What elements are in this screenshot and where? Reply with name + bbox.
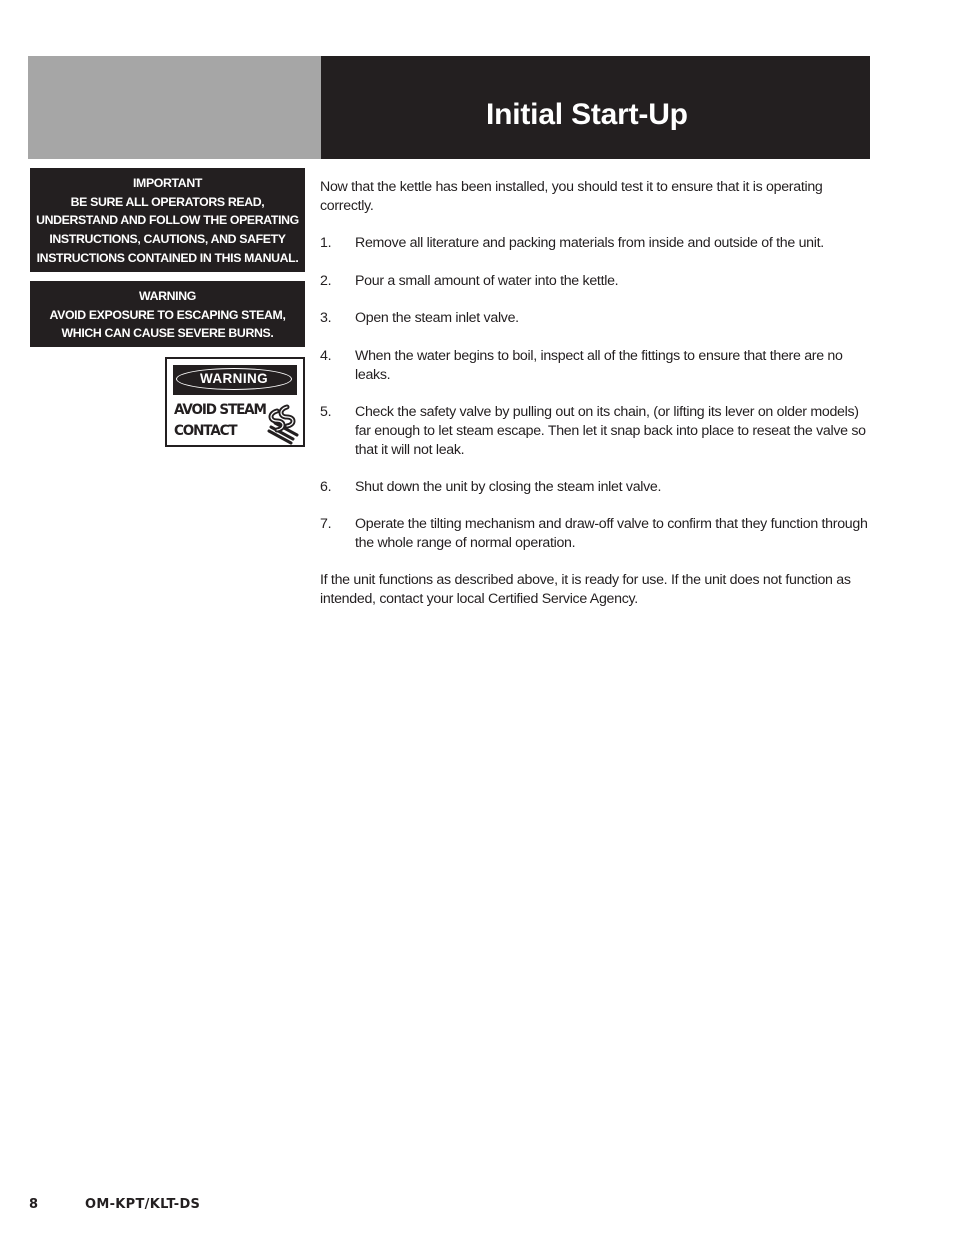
document-id: OM-KPT/KLT-DS <box>85 1197 201 1212</box>
notice-line: UNDERSTAND AND FOLLOW THE OPERATING <box>36 213 299 228</box>
hand-steam-icon <box>263 403 303 445</box>
step-text: Pour a small amount of water into the kettle. <box>355 273 619 289</box>
sign-banner-label: WARNING <box>176 368 292 390</box>
step-number: 3. <box>320 310 332 326</box>
important-notice <box>30 168 305 272</box>
step-number: 6. <box>320 479 332 495</box>
notice-line: INSTRUCTIONS, CAUTIONS, AND SAFETY <box>49 232 286 247</box>
notice-line: WHICH CAN CAUSE SEVERE BURNS. <box>61 326 274 341</box>
intro-paragraph: Now that the kettle has been installed, you should test it to ensure that it is operating correctly. <box>320 179 823 214</box>
step-text: Shut down the unit by closing the steam inlet valve. <box>355 479 662 495</box>
notice-line: WARNING <box>139 289 196 303</box>
step-number: 2. <box>320 273 332 289</box>
notice-line: BE SURE ALL OPERATORS READ, <box>70 194 265 209</box>
step-number: 1. <box>320 235 332 251</box>
sign-line-2: CONTACT <box>174 423 237 439</box>
sign-text <box>174 400 266 442</box>
steam-warning-sign <box>165 357 305 447</box>
sign-line-1: AVOID STEAM <box>174 402 266 418</box>
step-text: Open the steam inlet valve. <box>355 310 519 326</box>
step-text: When the water begins to boil, inspect all of the fittings to ensure that there are no leaks. <box>355 348 843 383</box>
step-text: Check the safety valve by pulling out on its chain, (or lifting its lever on older models) far enough to let steam escape. Then let it snap back into place to reseat the valve so that it will not leak. <box>355 404 866 458</box>
page-title: Initial Start-Up <box>486 98 688 131</box>
notice-line: AVOID EXPOSURE TO ESCAPING STEAM, <box>49 307 286 322</box>
header-gray-band <box>28 56 321 159</box>
page-number: 8 <box>29 1197 39 1212</box>
step-number: 5. <box>320 404 332 420</box>
notice-line: IMPORTANT <box>132 176 203 190</box>
warning-notice <box>30 281 305 347</box>
closing-paragraph: If the unit functions as described above, it is ready for use. If the unit does not function as intended, contact your local Certified Service Agency. <box>320 572 851 607</box>
sign-banner <box>173 365 297 395</box>
step-number: 7. <box>320 516 332 532</box>
step-text: Remove all literature and packing materials from inside and outside of the unit. <box>355 235 824 251</box>
notice-line: INSTRUCTIONS CONTAINED IN THIS MANUAL. <box>36 250 299 265</box>
step-number: 4. <box>320 348 332 364</box>
step-text: Operate the tilting mechanism and draw-off valve to confirm that they function through the whole range of normal operation. <box>355 516 868 551</box>
